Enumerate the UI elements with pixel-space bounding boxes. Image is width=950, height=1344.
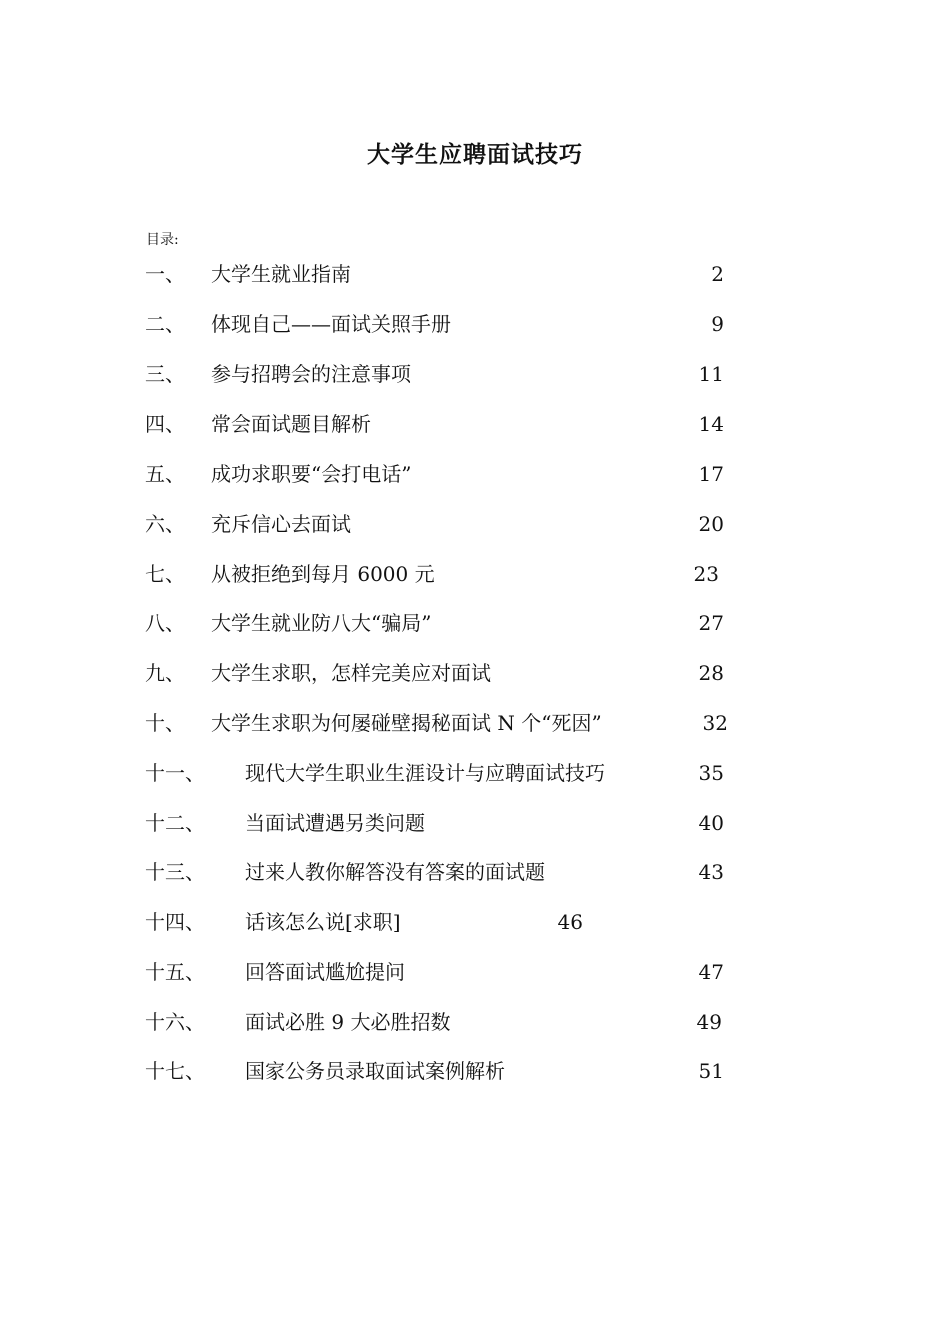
toc-entry [0,608,950,638]
toc-entry [0,359,950,389]
toc-entry-title: 回答面试尴尬提问 [245,960,405,984]
toc-entry [0,957,950,987]
toc-entry-title: 成功求职要“会打电话” [211,462,412,486]
toc-entry-page: 28 [698,661,724,685]
toc-entry-page: 27 [698,611,724,635]
toc-entry-number: 十四、 [145,910,205,934]
toc-entry-title: 大学生求职，怎样完美应对面试 [211,661,491,685]
toc-entry-page: 43 [698,860,724,884]
toc-entry-number: 十六、 [145,1010,205,1034]
toc-entry-title: 过来人教你解答没有答案的面试题 [245,860,545,884]
toc-entry [0,907,950,937]
toc-entry-number: 十二、 [145,811,205,835]
toc-entry [0,758,950,788]
toc-entry [0,259,950,289]
toc-entry-number: 一、 [145,262,185,286]
toc-entry-number: 五、 [145,462,185,486]
toc-entry-page: 9 [711,312,724,336]
toc-entry-page: 35 [698,761,724,785]
toc-entry-title: 从被拒绝到每月 6000 元 [211,562,435,586]
toc-entry [0,409,950,439]
toc-entry-number: 四、 [145,412,185,436]
toc-entry-page: 47 [698,960,724,984]
toc-entry-title: 常会面试题目解析 [211,412,371,436]
toc-entry-number: 十三、 [145,860,205,884]
toc-entry-number: 十、 [145,711,185,735]
toc-entry-title: 大学生就业防八大“骗局” [211,611,432,635]
toc-entry-number: 六、 [145,512,185,536]
toc-entry-number: 十一、 [145,761,205,785]
toc-entry-number: 九、 [145,661,185,685]
toc-entry-title: 大学生求职为何屡碰壁揭秘面试 N 个“死因” [211,711,602,735]
toc-entry-page: 11 [698,362,724,386]
toc-entry-title: 参与招聘会的注意事项 [211,362,411,386]
toc-entry [0,658,950,688]
toc-entry-page: 2 [711,262,724,286]
toc-entry [0,857,950,887]
toc-entry-page: 51 [698,1059,724,1083]
toc-entry-title: 当面试遭遇另类问题 [245,811,425,835]
toc-entry [0,309,950,339]
toc-entry [0,708,950,738]
toc-entry-page: 14 [698,412,724,436]
toc-entry [0,559,950,589]
toc-entry [0,808,950,838]
toc-entry [0,509,950,539]
toc-entry-page: 20 [698,512,724,536]
toc-entry-page: 40 [698,811,724,835]
toc-entry-title: 体现自己——面试关照手册 [211,312,451,336]
toc-entry-page: 49 [696,1010,722,1034]
toc-entry-number: 三、 [145,362,185,386]
toc-entry-page: 23 [693,562,719,586]
toc-entry-page: 32 [702,711,728,735]
toc-entry-title: 面试必胜 9 大必胜招数 [245,1010,451,1034]
toc-entry [0,459,950,489]
toc-label: 目录: [146,232,179,248]
toc-entry-page: 46 [557,910,583,934]
toc-entry-number: 八、 [145,611,185,635]
toc-entry-number: 十七、 [145,1059,205,1083]
toc-entry [0,1007,950,1037]
toc-entry-title: 现代大学生职业生涯设计与应聘面试技巧 [245,761,605,785]
toc-entry-page: 17 [698,462,724,486]
toc-entry-number: 七、 [145,562,185,586]
toc-entry-title: 国家公务员录取面试案例解析 [245,1059,505,1083]
toc-entry-title: 话该怎么说[求职] [245,910,401,934]
toc-entry-number: 十五、 [145,960,205,984]
document-title: 大学生应聘面试技巧 [367,141,583,168]
toc-entry-title: 充斥信心去面试 [211,512,351,536]
toc-entry-title: 大学生就业指南 [211,262,351,286]
toc-entry-number: 二、 [145,312,185,336]
toc-entry [0,1056,950,1086]
